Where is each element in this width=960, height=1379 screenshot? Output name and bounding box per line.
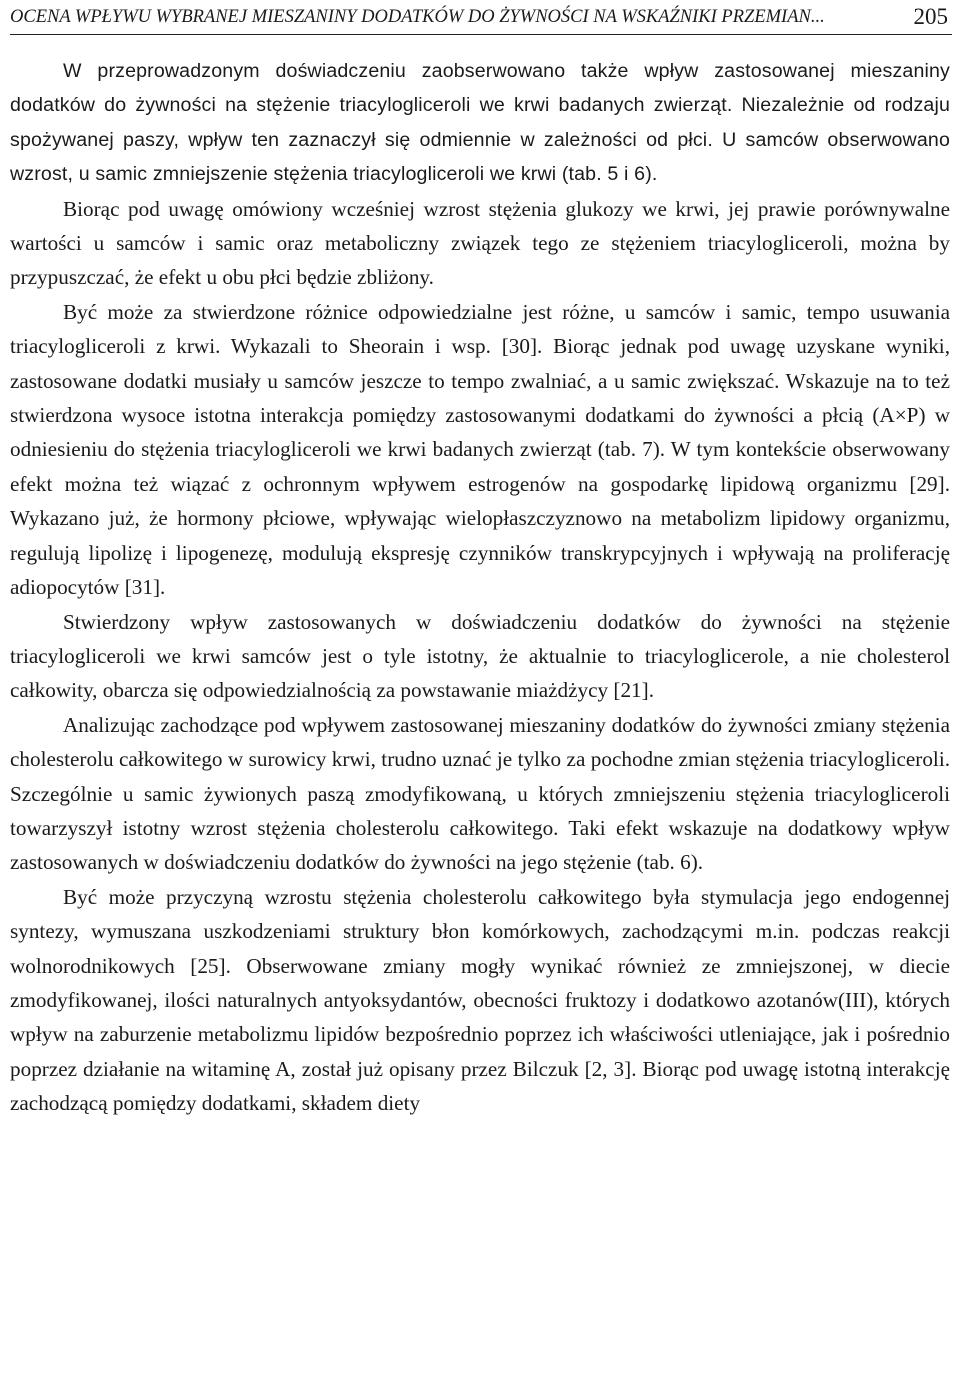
- paragraph-glucose-comparison: Biorąc pod uwagę omówiony wcześniej wzrost stężenia glukozy we krwi, jej prawie porównywalne wartości u samców i samic oraz metaboliczny związek tego ze stężeniem triacylogliceroli, można by przypuszczać, że efekt u obu płci będzie zbliżony.: [10, 196, 950, 290]
- paragraph-cholesterol-changes: Analizując zachodzące pod wpływem zastosowanej mieszaniny dodatków do żywności zmiany stężenia cholesterolu całkowitego w surowicy krwi, trudno uznać je tylko za pochodne zmian stężenia triacylogliceroli. Szczególnie u samic żywionych paszą zmodyfikowaną, u których zmniejszeniu stężenia triacylogliceroli towarzyszył istotny wzrost stężenia cholesterolu całkowitego. Taki efekt wskazuje na dodatkowy wpływ zastosowanych w doświadczeniu dodatków do żywności na jego stężenie (tab. 6).: [10, 712, 950, 875]
- paragraph-text: W przeprowadzonym doświadczeniu zaobserwowano także wpływ zastosowanej mieszaniny dodatków do żywności na stężenie triacylogliceroli we krwi badanych zwierząt. Niezależnie od rodzaju spożywanej paszy, wpływ ten zaznaczył się odmiennie w zależności od płci. U samców obserwowano wzrost, u samic zmniejszenie stężenia triacylogliceroli we krwi (tab. 5 i 6).: [10, 60, 950, 186]
- paragraph-sex-differences: Być może za stwierdzone różnice odpowiedzialne jest różne, u samców i samic, tempo usuwania triacylogliceroli z krwi. Wykazali to Sheorain i wsp. [30]. Biorąc jednak pod uwagę uzyskane wyniki, zastosowane dodatki musiały u samców jeszcze to tempo zwalniać, a u samic zwiększać. Wskazuje na to też stwierdzona wysoce istotna interakcja pomiędzy zastosowanymi dodatkami do żywności a płcią (A×P) w odniesieniu do stężenia triacylogliceroli we krwi badanych zwierząt (tab. 7). W tym kontekście obserwowany efekt można też wiązać z ochronnym wpływem estrogenów na gospodarkę lipidową organizmu [29]. Wykazano już, że hormony płciowe, wpływając wielopłaszczyznowo na metabolizm lipidowy organizmu, regulują lipolizę i lipogenezę, modulują ekspresję czynników transkrypcyjnych i wpływają na proliferację adiopocytów [31].: [10, 299, 950, 600]
- running-title: OCENA WPŁYWU WYBRANEJ MIESZANINY DODATKÓW DO ŻYWNOŚCI NA WSKAŹNIKI PRZEMIAN...: [10, 7, 825, 27]
- article-body: [10, 54, 950, 1121]
- paragraph-triacylglycerol-observation: [10, 54, 950, 192]
- paragraph-atherosclerosis: Stwierdzony wpływ zastosowanych w doświadczeniu dodatków do żywności na stężenie triacylogliceroli we krwi samców jest o tyle istotny, że aktualnie to triacyloglicerole, a nie cholesterol całkowity, obarcza się odpowiedzialnością za powstawanie miażdżycy [21].: [10, 609, 950, 703]
- paragraph-cholesterol-cause: Być może przyczyną wzrostu stężenia cholesterolu całkowitego była stymulacja jego endogennej syntezy, wymuszana uszkodzeniami struktury błon komórkowych, zachodzącymi m.in. podczas reakcji wolnorodnikowych [25]. Obserwowane zmiany mogły wynikać również ze zmniejszonej, w diecie zmodyfikowanej, ilości naturalnych antyoksydantów, obecności fruktozy i dodatkowo azotanów(III), których wpływ na zaburzenie metabolizmu lipidów bezpośrednio poprzez ich właściwości utleniające, jak i pośrednio poprzez działanie na witaminę A, został już opisany przez Bilczuk [2, 3]. Biorąc pod uwagę istotną interakcję zachodzącą pomiędzy dodatkami, składem diety: [10, 884, 950, 1116]
- page-number: 205: [913, 4, 948, 29]
- page-header: [10, 4, 952, 35]
